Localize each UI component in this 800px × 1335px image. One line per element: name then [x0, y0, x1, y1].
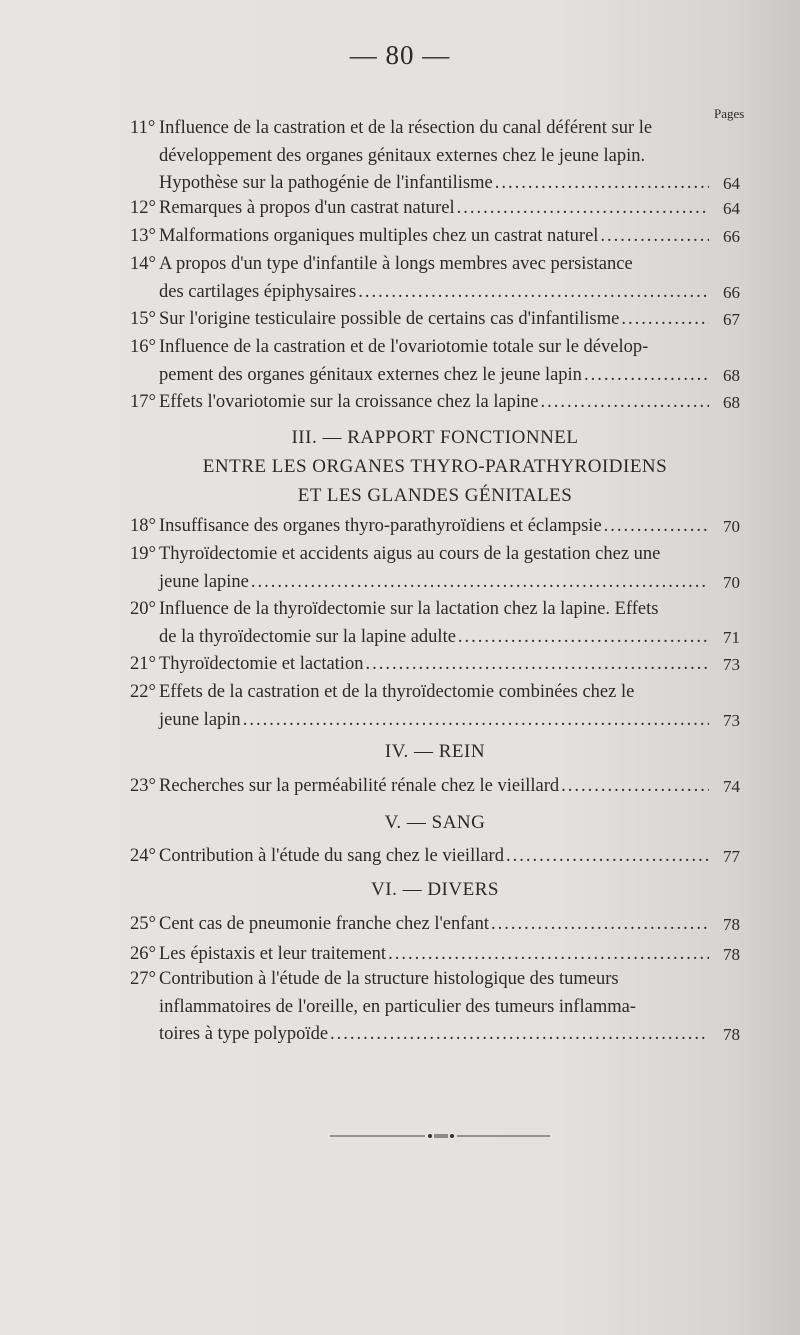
toc-entry-16[interactable]	[130, 334, 740, 389]
entry-title-end: Effets l'ovariotomie sur la croissance chez la lapine	[159, 392, 539, 412]
entry-page: 64	[723, 199, 740, 218]
page-number: — 80 —	[349, 40, 451, 70]
entry-title-end: Recherches sur la perméabilité rénale chez le vieillard	[159, 776, 560, 796]
entry-number: 25°	[130, 914, 156, 934]
dot-leader	[506, 843, 709, 871]
section-heading-v: V. — SANG	[384, 812, 486, 833]
entry-page: 68	[723, 393, 740, 412]
entry-title-end: Remarques à propos d'un castrat naturel	[159, 198, 455, 218]
entry-page: 74	[723, 777, 740, 796]
entry-title-end: Hypothèse sur la pathogénie de l'infantilisme	[159, 173, 493, 193]
entry-page: 70	[723, 572, 740, 592]
dot-leader	[251, 569, 709, 597]
toc-entry-27[interactable]	[130, 966, 740, 1049]
toc-entry-21[interactable]	[130, 651, 740, 679]
dot-leader	[358, 279, 709, 307]
entry-page: 73	[723, 710, 740, 730]
dot-leader	[600, 223, 709, 251]
entry-number: 13°	[130, 226, 156, 246]
pages-column-header: Pages	[714, 106, 745, 121]
entry-number: 11°	[130, 118, 156, 138]
entry-line: Influence de la thyroïdectomie sur la lactation chez la lapine. Effets	[159, 599, 659, 619]
dot-leader	[491, 911, 709, 939]
entry-page: 71	[723, 627, 740, 647]
entry-title-end: Cent cas de pneumonie franche chez l'enfant	[159, 914, 490, 934]
entry-number: 24°	[130, 846, 156, 866]
entry-number: 12°	[130, 198, 156, 218]
section-heading-iii	[130, 423, 740, 510]
entry-number: 23°	[130, 776, 156, 796]
section-heading-line: III. — RAPPORT FONCTIONNEL	[291, 427, 579, 448]
section-heading-iv: IV. — REIN	[384, 741, 486, 762]
dot-leader	[388, 941, 709, 969]
entry-line: Effets de la castration et de la thyroïdectomie combinées chez le	[159, 682, 635, 702]
entry-title-end: de la thyroïdectomie sur la lapine adulte	[159, 626, 456, 647]
entry-title-end: Thyroïdectomie et lactation	[159, 654, 364, 674]
entry-number: 21°	[130, 654, 156, 674]
toc-entry-12[interactable]	[130, 195, 740, 223]
dot-leader	[561, 773, 709, 801]
entry-page: 67	[723, 310, 740, 329]
toc-entry-18[interactable]	[130, 513, 740, 541]
entry-number: 14°	[130, 254, 156, 274]
entry-line: Influence de la castration et de la résection du canal déférent sur le	[159, 118, 653, 138]
toc-entry-15[interactable]	[130, 306, 740, 334]
entry-number: 27°	[130, 969, 156, 989]
entry-line: Thyroïdectomie et accidents aigus au cours de la gestation chez une	[159, 544, 661, 564]
toc-entry-13[interactable]	[130, 223, 740, 251]
section-heading-vi: VI. — DIVERS	[371, 879, 499, 900]
entry-title-end: Malformations organiques multiples chez un castrat naturel	[159, 226, 599, 246]
entry-number: 15°	[130, 309, 156, 329]
entry-title-end: des cartilages épiphysaires	[159, 281, 357, 302]
entry-number: 22°	[130, 682, 156, 702]
entry-line: développement des organes génitaux externes chez le jeune lapin.	[159, 145, 646, 166]
section-heading-line: ENTRE LES ORGANES THYRO-PARATHYROIDIENS	[202, 456, 668, 477]
entry-page: 64	[723, 174, 740, 193]
toc-entry-11[interactable]	[130, 115, 740, 198]
entry-page: 78	[723, 945, 740, 964]
entry-line: inflammatoires de l'oreille, en particulier des tumeurs inflamma-	[159, 996, 636, 1017]
dot-leader	[495, 170, 709, 198]
toc-entry-22[interactable]	[130, 679, 740, 734]
entry-title-end: Contribution à l'étude du sang chez le vieillard	[159, 846, 504, 866]
entry-title-end: pement des organes génitaux externes chez le jeune lapin	[159, 364, 582, 385]
entry-number: 26°	[130, 944, 156, 964]
entry-title-end: Sur l'origine testiculaire possible de certains cas d'infantilisme	[159, 309, 620, 329]
entry-page: 73	[723, 655, 740, 674]
entry-line: Contribution à l'étude de la structure histologique des tumeurs	[159, 969, 619, 989]
entry-page: 78	[723, 1025, 740, 1044]
section-heading-line: ET LES GLANDES GÉNITALES	[297, 485, 573, 506]
dot-leader	[243, 707, 709, 735]
toc-entry-17[interactable]	[130, 389, 740, 417]
entry-title-end: Les épistaxis et leur traitement	[159, 944, 387, 964]
dot-leader	[604, 513, 709, 541]
toc-entry-25[interactable]	[130, 911, 740, 939]
entry-page: 77	[723, 847, 740, 866]
dot-leader	[458, 624, 709, 652]
entry-page: 78	[723, 915, 740, 934]
entry-title-end: toires à type polypoïde	[159, 1024, 329, 1044]
entry-number: 18°	[130, 516, 156, 536]
toc-entry-23[interactable]	[130, 773, 740, 801]
entry-page: 70	[723, 517, 740, 536]
entry-line: Influence de la castration et de l'ovariotomie totale sur le dévelop-	[159, 337, 649, 357]
entry-title-end: jeune lapin	[159, 709, 241, 730]
toc-entry-24[interactable]	[130, 843, 740, 871]
entry-page: 68	[723, 365, 740, 385]
entry-number: 16°	[130, 337, 156, 357]
entry-number: 20°	[130, 599, 156, 619]
toc-entry-26[interactable]	[130, 941, 740, 969]
toc-entry-19[interactable]	[130, 541, 740, 596]
dot-leader	[621, 306, 709, 334]
toc-entry-14[interactable]	[130, 251, 740, 306]
entry-number: 17°	[130, 392, 156, 412]
dot-leader	[541, 389, 709, 417]
dot-leader	[584, 362, 709, 390]
dot-leader	[365, 651, 709, 679]
entry-line: A propos d'un type d'infantile à longs membres avec persistance	[159, 254, 633, 274]
entry-title-end: Insuffisance des organes thyro-parathyroïdiens et éclampsie	[159, 516, 602, 536]
entry-title-end: jeune lapine	[159, 571, 249, 592]
entry-number: 19°	[130, 544, 156, 564]
toc-entry-20[interactable]	[130, 596, 740, 651]
entry-page: 66	[723, 227, 740, 246]
end-ornament-divider	[330, 1131, 550, 1141]
dot-leader	[330, 1021, 709, 1049]
dot-leader	[457, 195, 709, 223]
entry-page: 66	[723, 282, 740, 302]
